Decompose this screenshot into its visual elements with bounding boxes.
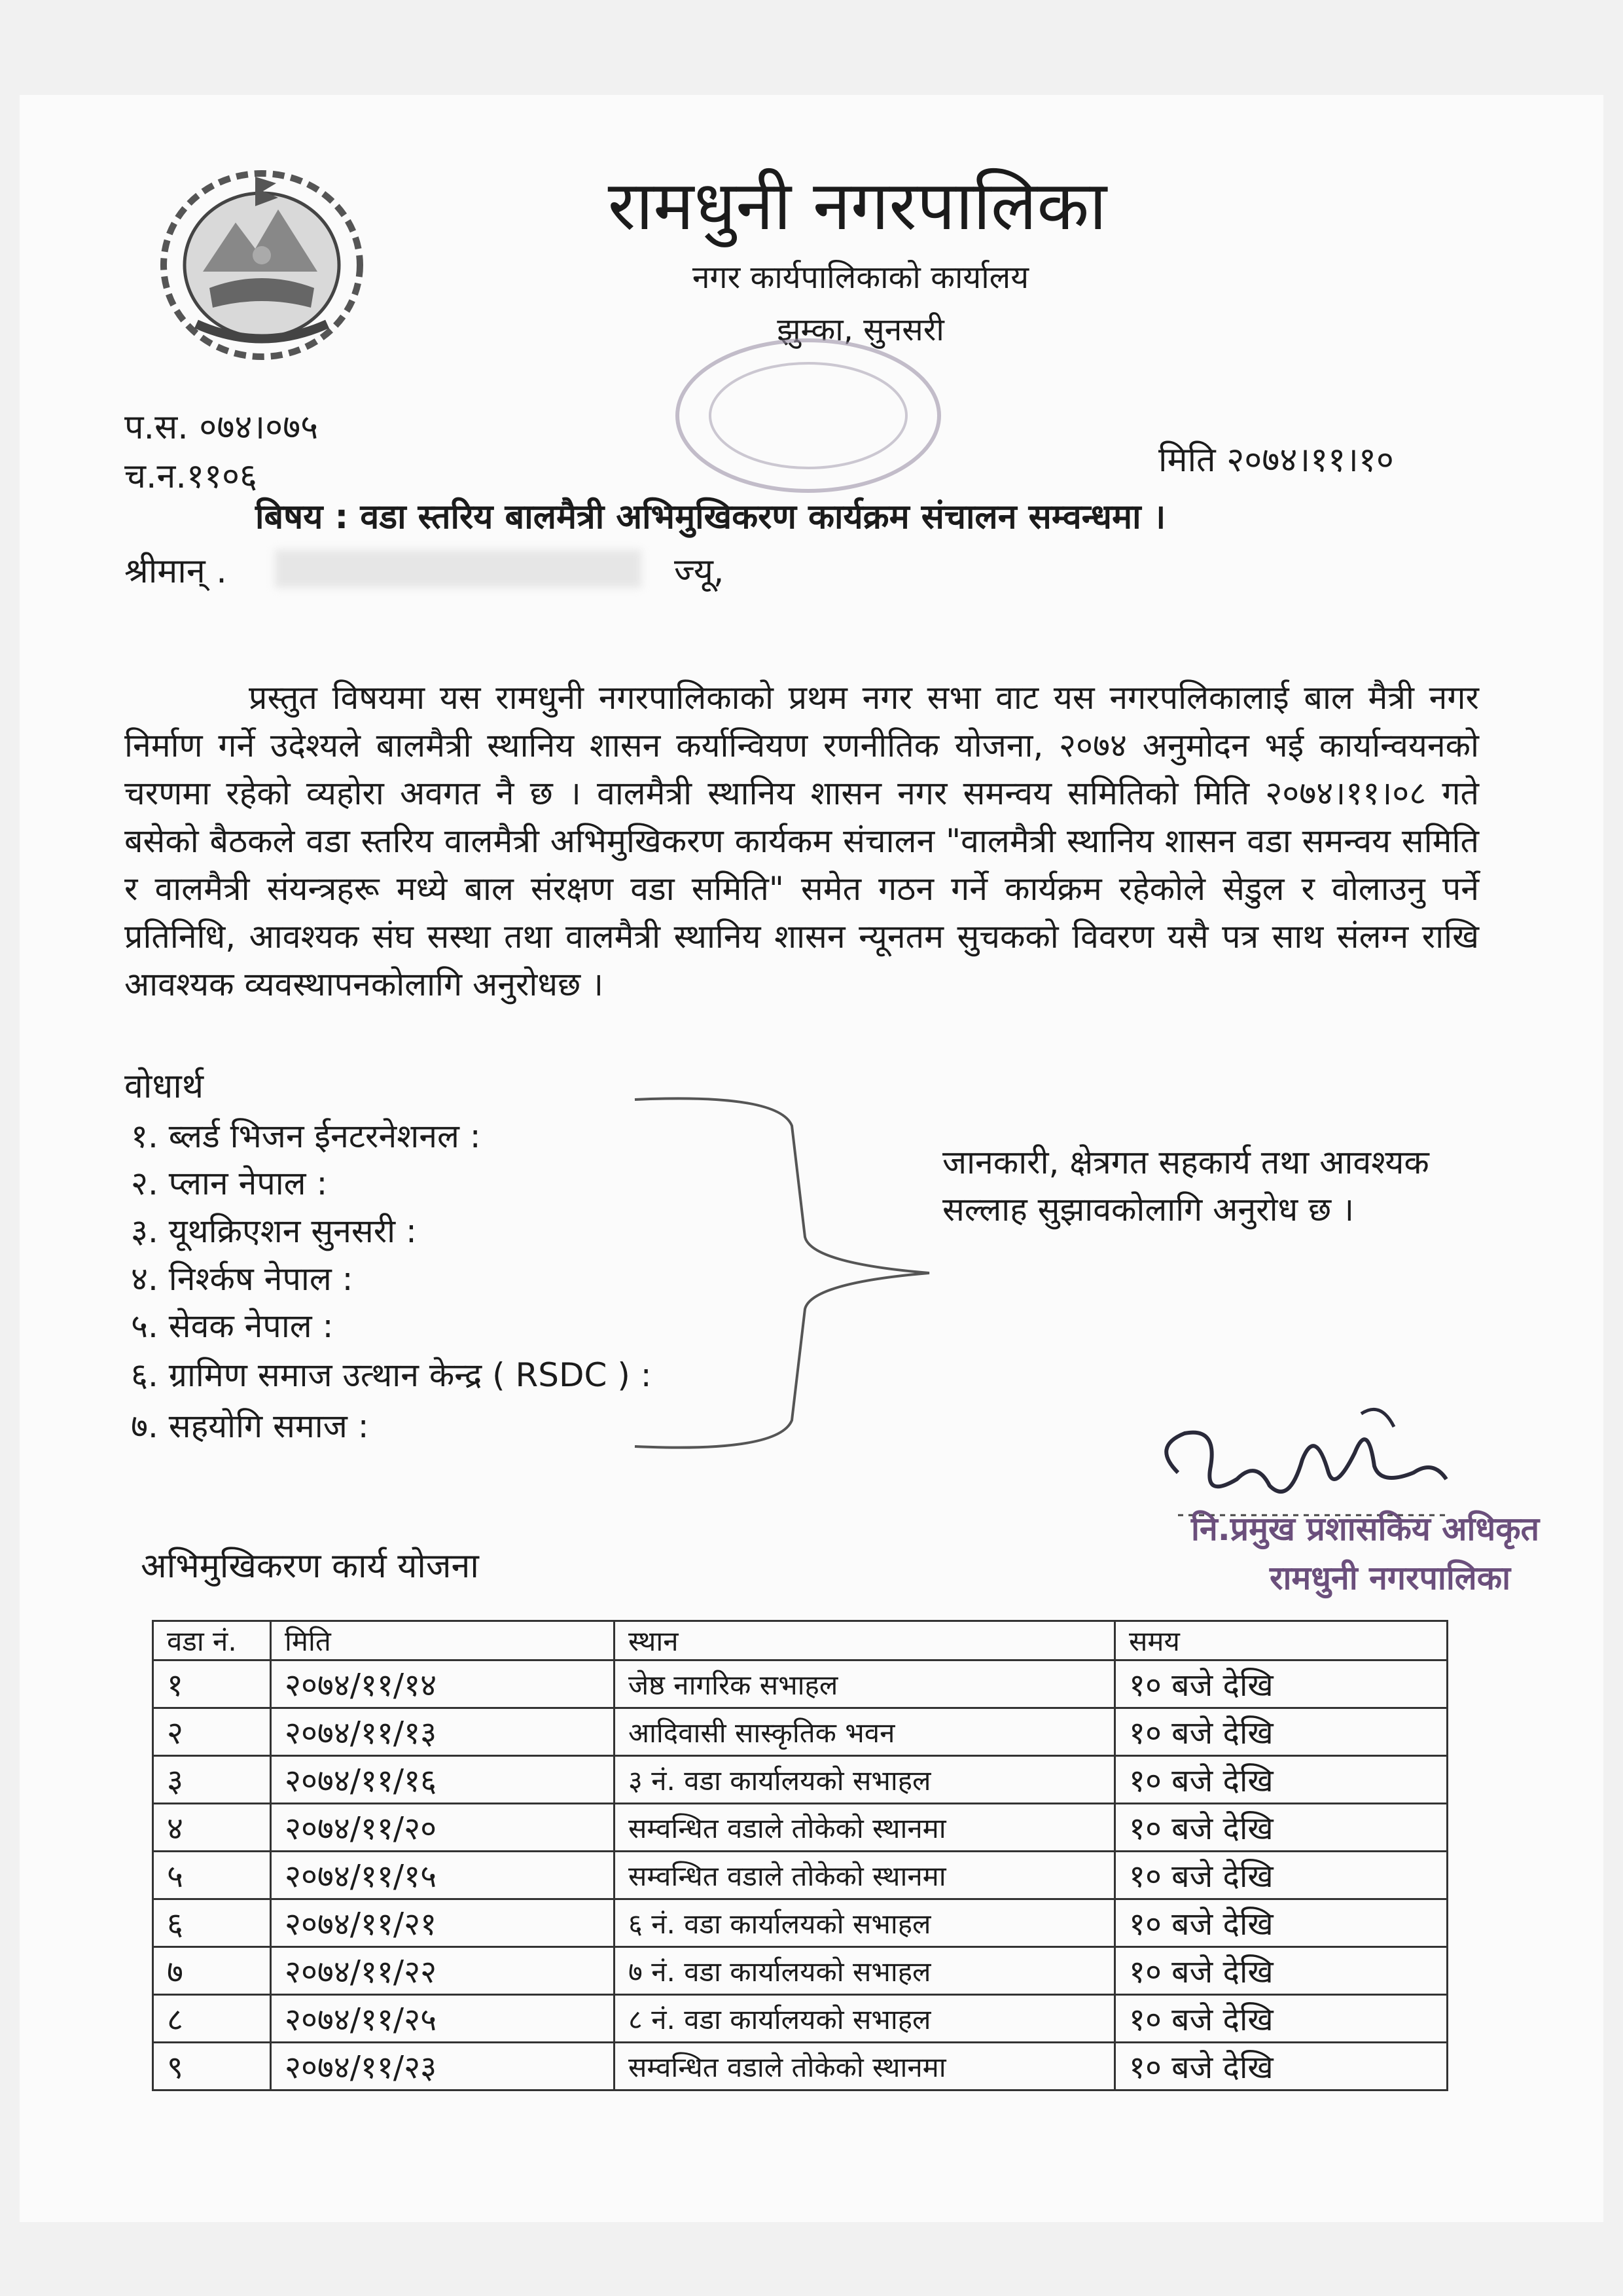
cell-date: २०७४/११/२० [271,1804,615,1852]
cell-ward: ७ [153,1947,271,1995]
column-header-date: मिति [271,1621,615,1660]
cc-heading: वोधार्थ [124,1067,204,1106]
cell-time: १० बजे देखि [1115,1708,1448,1756]
cell-time: १० बजे देखि [1115,1899,1448,1947]
letter-number: प.स. ०७४।०७५ [124,408,319,447]
dispatch-number: च.न.११०६ [124,457,258,496]
cell-ward: २ [153,1708,271,1756]
cell-time: १० बजे देखि [1115,1660,1448,1708]
signatory-organization: रामधुनी नगरपालिका [1270,1559,1511,1597]
table-row [153,2043,1448,2090]
cell-ward: ४ [153,1804,271,1852]
column-header-ward: वडा नं. [153,1621,271,1660]
cell-time: १० बजे देखि [1115,1804,1448,1852]
table-row [153,1756,1448,1804]
cell-place: सम्वन्धित वडाले तोकेको स्थानमा [615,1852,1115,1899]
cell-time: १० बजे देखि [1115,1995,1448,2043]
cell-time: १० बजे देखि [1115,2043,1448,2090]
cell-time: १० बजे देखि [1115,1756,1448,1804]
office-address: झुम्का, सुनसरी [777,312,944,348]
cell-date: २०७४/११/१३ [271,1708,615,1756]
salutation-suffix: ज्यू, [674,552,724,591]
cell-place: आदिवासी सास्कृतिक भवन [615,1708,1115,1756]
column-header-place: स्थान [615,1621,1115,1660]
cell-place: जेष्ठ नागरिक सभाहल [615,1660,1115,1708]
cell-place: सम्वन्धित वडाले तोकेको स्थानमा [615,2043,1115,2090]
cell-ward: १ [153,1660,271,1708]
office-name: नगर कार्यपालिकाको कार्यालय [692,259,1029,296]
cell-place: सम्वन्धित वडाले तोकेको स्थानमा [615,1804,1115,1852]
cell-ward: ५ [153,1852,271,1899]
cell-time: १० बजे देखि [1115,1852,1448,1899]
table-row [153,1804,1448,1852]
cell-date: २०७४/११/१५ [271,1852,615,1899]
letter-date: मिति २०७४।११।१० [1158,440,1394,480]
cell-date: २०७४/११/२३ [271,2043,615,2090]
cc-item: ३. यूथक्रिएशन सुनसरी : [131,1212,417,1250]
letter-subject: बिषय : वडा स्तरिय बालमैत्री अभिमुखिकरण कार्यक्रम संचालन सम्वन्धमा । [255,497,1166,537]
cell-place: ७ नं. वडा कार्यालयको सभाहल [615,1947,1115,1995]
cell-time: १० बजे देखि [1115,1947,1448,1995]
cc-item: ७. सहयोगि समाज : [131,1407,369,1445]
plan-table [152,1620,1448,2091]
cc-item: ६. ग्रामिण समाज उत्थान केन्द्र ( RSDC ) : [131,1356,652,1394]
table-row [153,1899,1448,1947]
cell-date: २०७४/११/१६ [271,1756,615,1804]
cell-ward: ८ [153,1995,271,2043]
redacted-name [275,550,641,588]
table-row [153,1660,1448,1708]
office-stamp-icon [654,327,962,504]
cc-item: २. प्लान नेपाल : [131,1164,328,1202]
cell-ward: ६ [153,1899,271,1947]
plan-heading: अभिमुखिकरण कार्य योजना [141,1547,479,1586]
cc-item: ५. सेवक नेपाल : [131,1307,334,1345]
cell-date: २०७४/११/१४ [271,1660,615,1708]
table-row [153,1947,1448,1995]
table-row [153,1995,1448,2043]
cell-date: २०७४/११/२२ [271,1947,615,1995]
letter-body: प्रस्तुत विषयमा यस रामधुनी नगरपालिकाको प्रथम नगर सभा वाट यस नगरपलिकालाई बाल मैत्री नगर निर्माण गर्ने उदेश्यले बालमैत्री स्थानिय शासन कर्यान्वियण रणनीतिक योजना, २०७४ अनुमोदन भई कार्यान्वयनको चरणमा रहेको व्यहोरा अवगत नै छ । वालमैत्री स्थानिय शासन नगर समन्वय समितिको मिति २०७४।११।०८ गते बसेको बैठकले वडा स्तरिय वालमैत्री अभिमुखिकरण कार्यकम संचालन "वालमैत्री स्थानिय शासन वडा समन्वय समिति र वालमैत्री संयन्त्रहरू मध्ये बाल संरक्षण वडा समिति" समेत गठन गर्ने कार्यक्रम रहेकोले सेडुल र वोलाउनु पर्ने प्रतिनिधि, आवश्यक संघ सस्था तथा वालमैत्री स्थानिय शासन न्यूनतम सुचकको विवरण यसै पत्र साथ संलग्न राखि आवश्यक व्यवस्थापनकोलागि अनुरोधछ । [124,679,1479,1003]
cell-place: ६ नं. वडा कार्यालयको सभाहल [615,1899,1115,1947]
cc-item: ४. निर्श्कष नेपाल : [131,1260,353,1298]
cell-place: ८ नं. वडा कार्यालयको सभाहल [615,1995,1115,2043]
cell-date: २०७४/११/२१ [271,1899,615,1947]
table-row [153,1852,1448,1899]
column-header-time: समय [1115,1621,1448,1660]
brace-bracket-icon [622,1086,936,1460]
table-header-row [153,1621,1448,1660]
table-row [153,1708,1448,1756]
cell-place: ३ नं. वडा कार्यालयको सभाहल [615,1756,1115,1804]
organization-name: रामधुनी नगरपालिका [607,166,1107,245]
cell-ward: ९ [153,2043,271,2090]
cc-note: जानकारी, क्षेत्रगत सहकार्य तथा आवश्यक सल्लाह सुझावकोलागि अनुरोध छ । [942,1143,1429,1229]
cell-date: २०७४/११/२५ [271,1995,615,2043]
cell-ward: ३ [153,1756,271,1804]
signatory-title: नि.प्रमुख प्रशासकिय अधिकृत [1191,1510,1540,1548]
salutation: श्रीमान् . [124,552,227,591]
cc-item: १. ब्लर्ड भिजन ईनटरनेशनल : [131,1117,481,1155]
